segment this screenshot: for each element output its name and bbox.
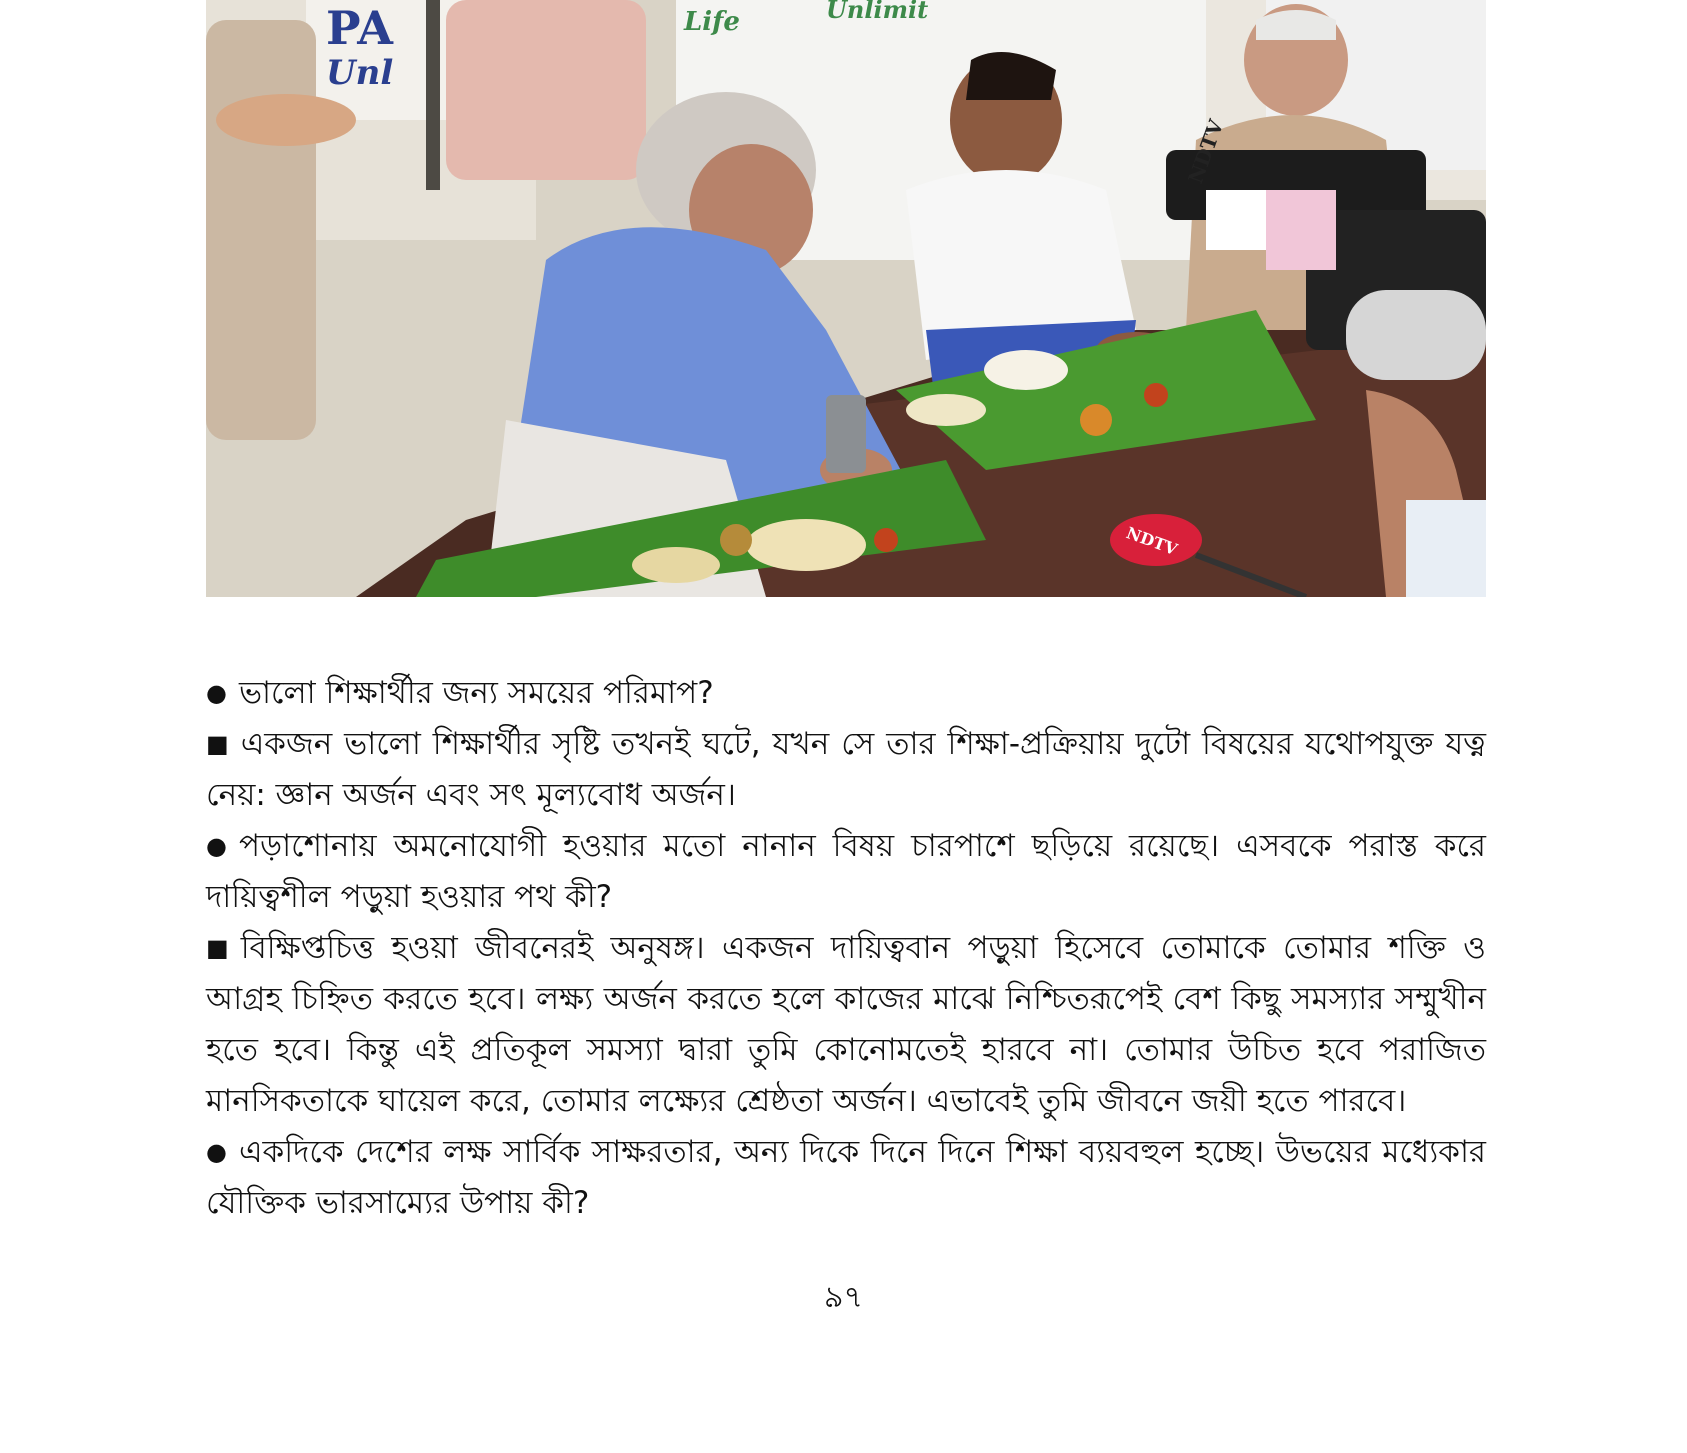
photo [206, 0, 1486, 597]
banner-text-2: Unl [326, 53, 394, 93]
bullet-circle-icon: ● [206, 1138, 227, 1166]
paragraph-4-text: বিক্ষিপ্তচিত্ত হওয়া জীবনেরই অনুষঙ্গ। একজন দায়িত্ববান পড়ুয়া হিসেবে তোমাকে তোমার শক্তি ও আগ্রহ চিহ্নিত করতে হবে। লক্ষ্য অর্জন করতে হলে কাজের মাঝে নিশ্চিতরূপেই বেশ কিছু সমস্যার সম্মুখীন হতে হবে। কিন্তু এই প্রতিকূল সমস্যা দ্বারা তুমি কোনোমতেই হারবে না। তোমার উচিত হবে পরাজিত মানসিকতাকে ঘায়েল করে, তোমার লক্ষ্যের শ্রেষ্ঠতা অর্জন। এভাবেই তুমি জীবনে জয়ী হতে পারবে। [206, 930, 1486, 1119]
paragraph-1 [206, 668, 1486, 719]
paragraph-3-text: পড়াশোনায় অমনোযোগী হওয়ার মতো নানান বিষয় চারপাশে ছড়িয়ে রয়েছে। এসবকে পরাস্ত করে দায়িত্বশীল পড়ুয়া হওয়ার পথ কী? [206, 828, 1486, 915]
paragraph-5 [206, 1127, 1486, 1229]
paragraph-1-text: ভালো শিক্ষার্থীর জন্য সময়ের পরিমাপ? [238, 675, 714, 711]
bullet-square-icon: ■ [206, 934, 229, 962]
bullet-circle-icon: ● [206, 832, 227, 860]
paragraph-5-text: একদিকে দেশের লক্ষ সার্বিক সাক্ষরতার, অন্য দিকে দিনে দিনে শিক্ষা ব্যয়বহুল হচ্ছে। উভয়ের মধ্যেকার যৌক্তিক ভারসাম্যের উপায় কী? [206, 1134, 1486, 1221]
mic-label-1: NDTV [1183, 116, 1229, 187]
banner-text-3: Life [684, 7, 740, 37]
banner-text-4: Unlimit [826, 0, 929, 24]
photo-illustration [206, 0, 1486, 597]
text-content [206, 668, 1486, 1229]
mic-label-2: NDTV [1123, 523, 1180, 560]
paragraph-2-text: একজন ভালো শিক্ষার্থীর সৃষ্টি তখনই ঘটে, যখন সে তার শিক্ষা-প্রক্রিয়ায় দুটো বিষয়ের যথোপযুক্ত যত্ন নেয়: জ্ঞান অর্জন এবং সৎ মূল্যবোধ অর্জন। [206, 726, 1486, 813]
paragraph-3 [206, 821, 1486, 923]
bullet-square-icon: ■ [206, 730, 229, 758]
banner-text-1: PA [326, 1, 393, 55]
paragraph-2 [206, 719, 1486, 821]
bullet-circle-icon: ● [206, 679, 227, 707]
paragraph-4 [206, 923, 1486, 1127]
page-number: ৯৭ [824, 1280, 863, 1315]
